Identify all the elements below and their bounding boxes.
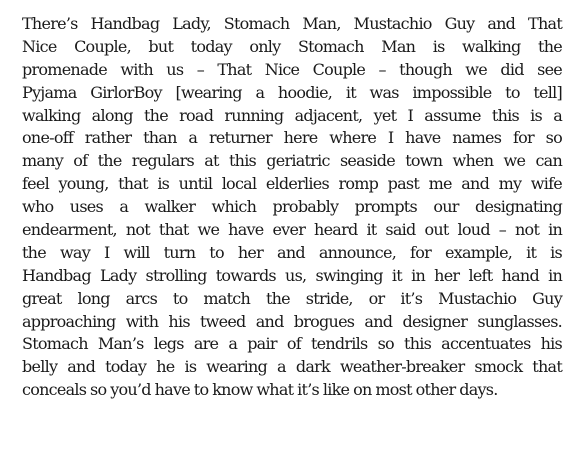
text-line-12: Handbag Lady strolling towards us, swinging it in her left hand in <box>22 265 562 285</box>
text-line-8: feel young, that is until local elderlies romp past me and my wife <box>22 174 562 194</box>
text-line-1: There’s Handbag Lady, Stomach Man, Mustachio Guy and That <box>22 14 562 33</box>
text-line-6: one-off rather than a returner here where I have names for so <box>22 128 562 148</box>
text-line-3: promenade with us – That Nice Couple – though we did see <box>22 59 562 79</box>
text-line-17: conceals so you’d have to know what it’s like on most other days. <box>22 380 498 400</box>
text-line-10: endearment, not that we have ever heard it said out loud – not in <box>22 220 562 240</box>
text-line-11: the way I will turn to her and announce, for example, it is <box>22 242 562 262</box>
text-line-4: Pyjama GirlorBoy [wearing a hoodie, it was impossible to tell] <box>22 82 562 102</box>
text-line-7: many of the regulars at this geriatric seaside town when we can <box>22 151 562 171</box>
text-line-2: Nice Couple, but today only Stomach Man is walking the <box>22 36 562 56</box>
body-paragraph <box>22 13 562 402</box>
text-line-5: walking along the road running adjacent, yet I assume this is a <box>22 105 562 125</box>
text-line-15: Stomach Man’s legs are a pair of tendrils so this accentuates his <box>22 334 562 354</box>
text-line-16: belly and today he is wearing a dark weather-breaker smock that <box>22 357 562 377</box>
text-line-14: approaching with his tweed and brogues and designer sunglasses. <box>22 311 562 331</box>
text-line-9: who uses a walker which probably prompts our designating <box>22 197 562 217</box>
text-line-13: great long arcs to match the stride, or it’s Mustachio Guy <box>22 288 562 308</box>
